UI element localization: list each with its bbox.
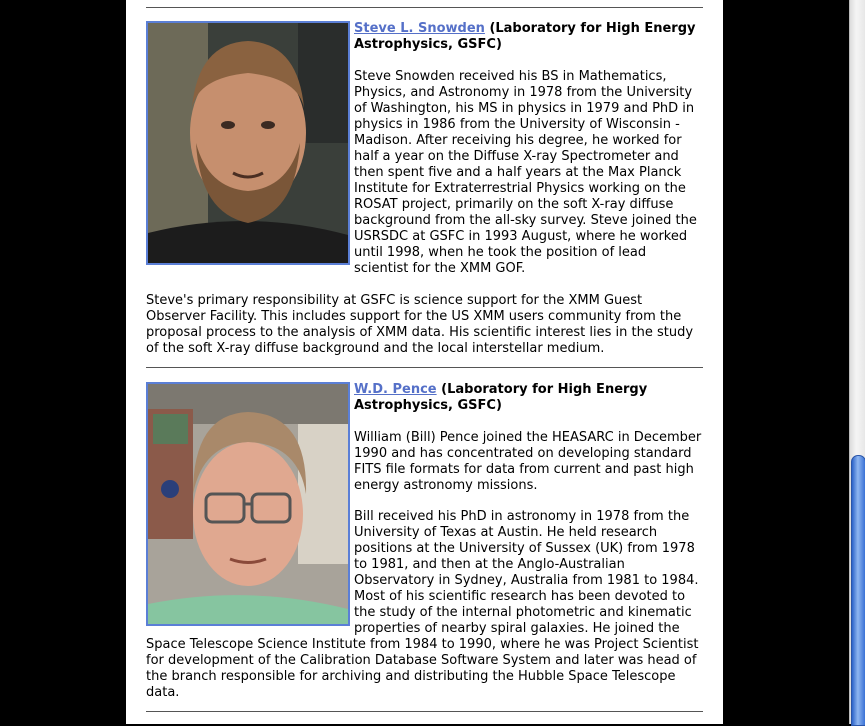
scrollbar-thumb[interactable] — [851, 455, 865, 726]
person-link-snowden[interactable]: Steve L. Snowden — [354, 21, 485, 36]
affiliation-snowden: (Laboratory for High Energy Astrophysics, GSFC) — [354, 21, 696, 52]
divider — [146, 7, 703, 8]
photo-snowden — [146, 21, 350, 265]
page-background — [126, 0, 723, 724]
divider — [146, 367, 703, 368]
bio-paragraph: Bill received his PhD in astronomy in 1978 from the University of Texas at Austin. He held research positions at the University of Sussex (UK) from 1978 to 1981, and then at the Anglo-Australian Observatory in Sydney, Australia from 1981 to 1984. Most of his scientific research has been devoted to the study of the internal photometric and kinematic properties of nearby spiral galaxies. He joined the Space Telescope Science Institute from 1984 to 1990, where he was Project Scientist for development of the Calibration Database Software System and later was head of the branch responsible for archiving and distributing the Hubble Space Telescope data. — [146, 509, 699, 700]
person-link-pence[interactable]: W.D. Pence — [354, 382, 437, 397]
bio-paragraph: Steve's primary responsibility at GSFC is science support for the XMM Guest Observer Facility. This includes support for the US XMM users community from the proposal process to the analysis of XMM data. His scientific interest lies in the study of the soft X-ray diffuse background and the local interstellar medium. — [146, 293, 694, 356]
photo-pence — [146, 382, 350, 626]
bio-paragraph: William (Bill) Pence joined the HEASARC in December 1990 and has concentrated on developing standard FITS file formats for data from current and past high energy astronomy missions. — [354, 430, 702, 493]
bio-paragraph: Steve Snowden received his BS in Mathematics, Physics, and Astronomy in 1978 from the University of Washington, his MS in physics in 1979 and PhD in physics in 1986 from the University of Wisconsin - Madison. After receiving his degree, he worked for half a year on the Diffuse X-ray Spectrometer and then spent five and a half years at the Max Planck Institute for Extraterrestrial Physics working on the ROSAT project, primarily on the soft X-ray diffuse background from the all-sky survey. Steve joined the USRSDC at GSFC in 1993 August, where he worked until 1998, when he took the position of lead scientist for the XMM GOF. — [354, 69, 697, 276]
bio-snowden — [146, 21, 703, 372]
bio-pence — [146, 382, 703, 716]
divider — [146, 711, 703, 712]
affiliation-pence: (Laboratory for High Energy Astrophysics, GSFC) — [354, 382, 648, 413]
